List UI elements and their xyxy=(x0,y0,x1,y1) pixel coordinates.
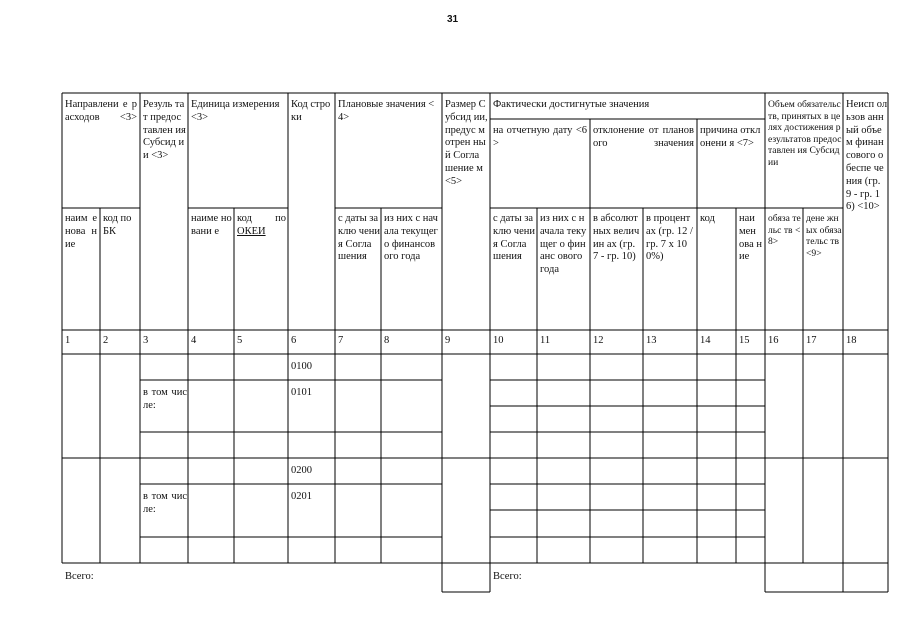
column-number: 6 xyxy=(291,335,297,346)
column-number: 14 xyxy=(700,335,711,346)
column-number: 5 xyxy=(237,335,243,346)
header-reason-code: код xyxy=(700,213,715,224)
header-deviation-absolute: в абсолют ных величин ах (гр. 7 - гр. 10) xyxy=(593,213,640,263)
header-planned-since-agreement: с даты заклю чения Согла шения xyxy=(338,213,380,263)
header-expense-direction: Направлени е расходов <3> xyxy=(65,99,137,123)
header-deviation: отклонение от планового значения xyxy=(593,125,694,149)
header-actual-values: Фактически достигнутые значения xyxy=(493,99,650,110)
header-planned-current-year: из них с начала текущего финансов ого года xyxy=(384,213,438,263)
header-planned-values: Плановые значения <4> xyxy=(338,99,435,123)
column-number: 12 xyxy=(593,335,604,346)
header-unit: Единица измерения <3> xyxy=(191,99,280,123)
header-actual-current-year: из них с начала текущег о финанс ового года xyxy=(540,213,587,276)
header-unit-name: наиме новани е xyxy=(191,213,232,237)
column-number: 11 xyxy=(540,335,551,346)
header-expense-code: код по БК xyxy=(103,213,132,237)
total-label-left: Всего: xyxy=(65,571,94,582)
header-obligations-volume: Объем обязательств, принятых в целях достижения результатов предоставлен ия Субсидии xyxy=(768,99,842,168)
header-actual-reporting-date: на отчетную дату <6> xyxy=(493,125,587,149)
header-deviation-percent: в процент ах (гр. 12 / гр. 7 x 100%) xyxy=(646,213,693,263)
header-unit-code xyxy=(237,213,286,239)
header-monetary-obligations: дене жных обяза тельс тв <9> xyxy=(806,213,842,259)
page-number: 31 xyxy=(446,14,459,25)
header-row-code: Код строки xyxy=(291,99,331,123)
header-okei-link[interactable]: ОКЕИ xyxy=(237,225,266,237)
column-number: 2 xyxy=(103,335,109,346)
column-number: 10 xyxy=(493,335,504,346)
header-subsidy-size: Размер Субсид ии, предус мотрен ный Согла шение м <5> xyxy=(445,99,488,187)
row-sub-label: в том числе: xyxy=(143,387,187,411)
header-actual-since-agreement: с даты заклю чения Согла шения xyxy=(493,213,535,263)
header-expense-name: наим енова ние xyxy=(65,213,97,250)
row-code: 0101 xyxy=(291,387,312,398)
column-number: 18 xyxy=(846,335,857,346)
row-code: 0201 xyxy=(291,491,312,502)
column-number: 16 xyxy=(768,335,779,346)
column-number: 17 xyxy=(806,335,817,346)
column-number: 15 xyxy=(739,335,750,346)
total-label-right: Всего: xyxy=(493,571,522,582)
header-obligations: обяза тельс тв <8> xyxy=(768,213,801,248)
column-number: 8 xyxy=(384,335,390,346)
row-code: 0200 xyxy=(291,465,312,476)
header-reason-name: наи мен ова ние xyxy=(739,213,762,263)
header-unused-funding: Неисп ользов анный объем финан сового обеспе чения (гр. 9 - гр. 16) <10> xyxy=(846,99,888,213)
column-number: 1 xyxy=(65,335,71,346)
column-number: 13 xyxy=(646,335,657,346)
column-number: 4 xyxy=(191,335,197,346)
column-number: 3 xyxy=(143,335,149,346)
column-number: 7 xyxy=(338,335,344,346)
row-code: 0100 xyxy=(291,361,312,372)
header-subsidy-result: Резуль тат предос тавлен ия Субсид ии <3> xyxy=(143,99,186,162)
column-number: 9 xyxy=(445,335,451,346)
header-unit-code-prefix: код по xyxy=(237,213,286,224)
header-deviation-reason: причина отклонени я <7> xyxy=(700,125,761,149)
row-sub-label: в том числе: xyxy=(143,491,187,515)
